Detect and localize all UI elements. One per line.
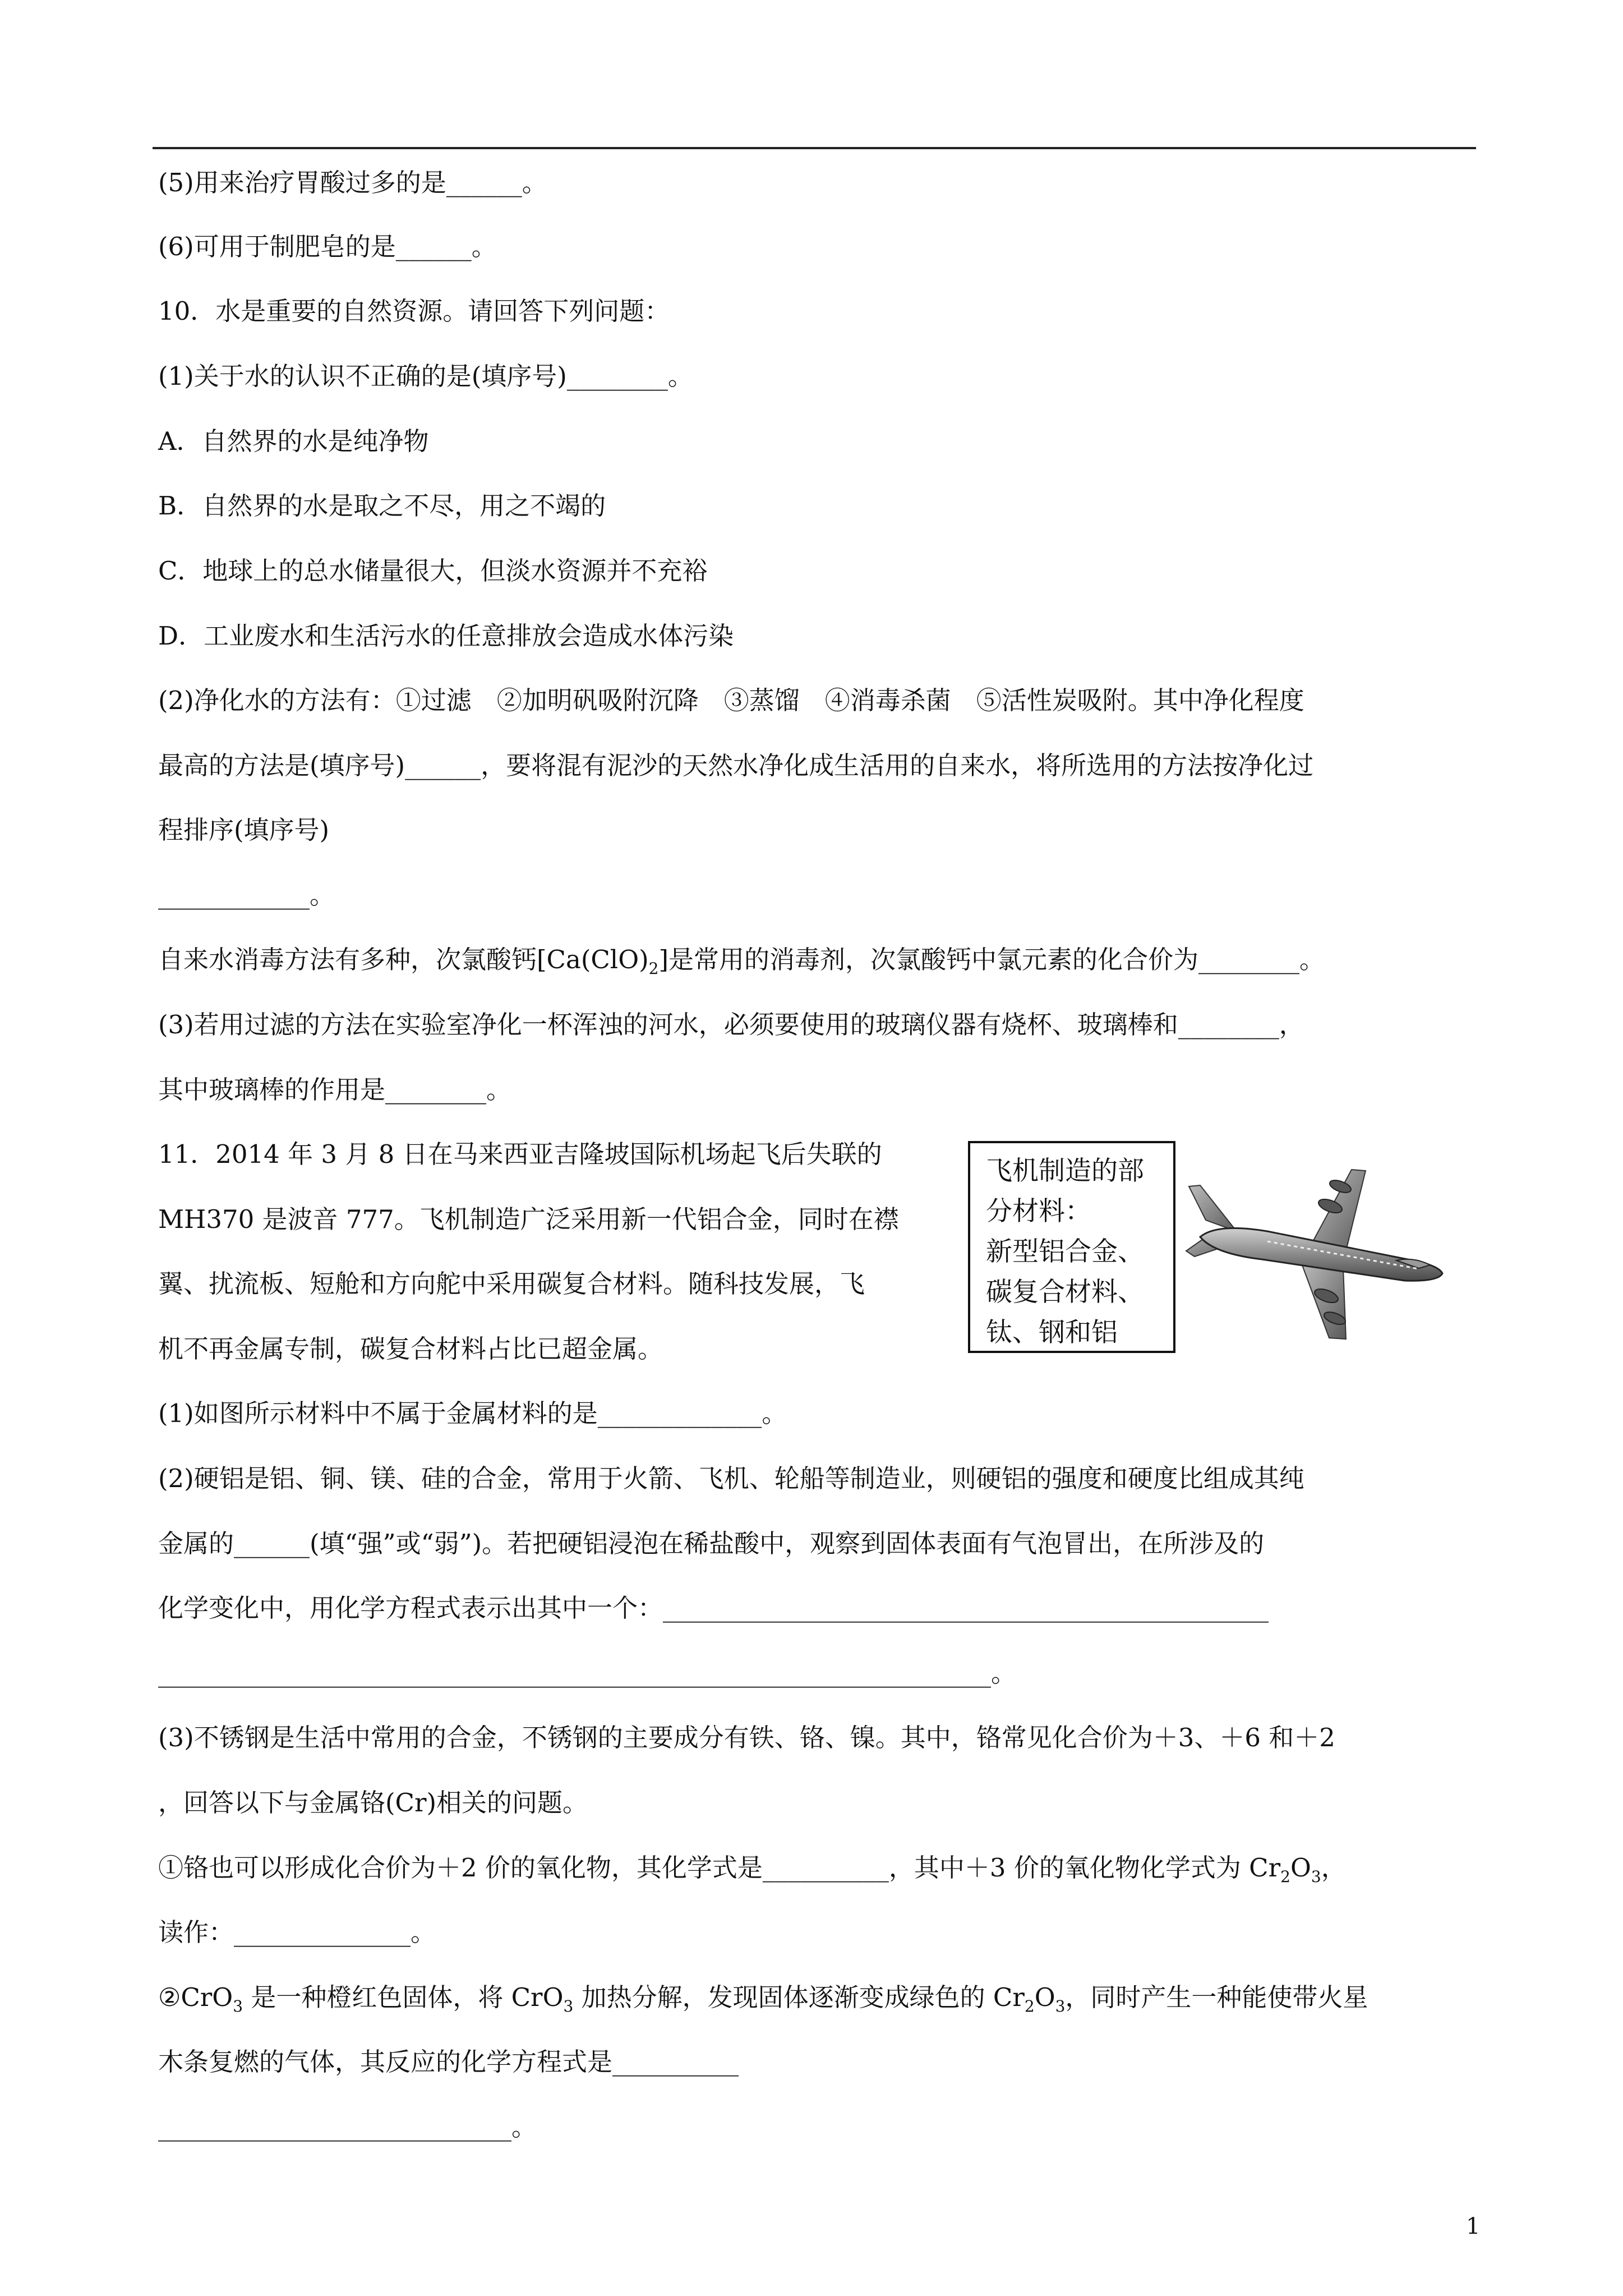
q10-option-c: C．地球上的总水储量很大，但淡水资源并不充裕 <box>158 556 708 586</box>
q11-2-line3: 化学变化中，用化学方程式表示出其中一个：________________________________________________ <box>158 1593 1269 1623</box>
sub2-text-a: ②CrO <box>158 1982 233 2012</box>
caption-line: 钛、钢和铝 <box>986 1317 1118 1348</box>
q10-3-line1: (3)若用过滤的方法在实验室净化一杯浑浊的河水，必须要使用的玻璃仪器有烧杯、玻璃棒和________， <box>158 1010 1304 1039</box>
q11-3-sub1-line1 <box>158 1851 1347 1885</box>
q11-2-line1: (2)硬铝是铝、铜、镁、硅的合金，常用于火箭、飞机、轮船等制造业，则硬铝的强度和硬度比组成其纯 <box>158 1464 1304 1493</box>
q10-option-a: A．自然界的水是纯净物 <box>158 426 429 456</box>
q10-2-line3: 程排序(填序号) <box>158 815 330 845</box>
page-number: 1 <box>1466 2214 1481 2239</box>
caption-line: 碳复合材料、 <box>986 1277 1144 1308</box>
caption-line: 飞机制造的部 <box>986 1156 1144 1186</box>
sub2-text-e: ，同时产生一种能使带火星 <box>1065 1982 1368 2012</box>
q11-3-line2: ，回答以下与金属铬(Cr)相关的问题。 <box>158 1788 588 1818</box>
sub1-text-a: ①铬也可以形成化合价为＋2 价的氧化物，其化学式是__________，其中＋3 价的氧化物化学式为 Cr <box>158 1853 1281 1883</box>
q11-3-sub2-line1 <box>158 1981 1368 2014</box>
q11-2-answer-line: __________________________________________________________________。 <box>158 1658 1017 1688</box>
sub2-text-d: O <box>1034 1982 1055 2012</box>
q10-3-line2: 其中玻璃棒的作用是________。 <box>158 1075 512 1105</box>
disinfect-text-a: 自来水消毒方法有多种，次氯酸钙[Ca(ClO) <box>158 945 649 974</box>
q11-3-sub2-line3: ____________________________。 <box>158 2112 537 2142</box>
q11-3-line1: (3)不锈钢是生活中常用的合金，不锈钢的主要成分有铁、铬、镍。其中，铬常见化合价为＋3、＋6 和＋2 <box>158 1723 1335 1752</box>
q11-stem-line1: 11．2014 年 3 月 8 日在马来西亚吉隆坡国际机场起飞后失联的 <box>158 1139 882 1169</box>
q11-stem-line3: 翼、扰流板、短舱和方向舵中采用碳复合材料。随科技发展，飞 <box>158 1269 865 1299</box>
subscript-2: 2 <box>648 959 659 978</box>
airplane-illustration <box>1183 1153 1447 1349</box>
q10-2-blank: ____________。 <box>158 880 335 910</box>
caption-line: 新型铝合金、 <box>986 1236 1144 1267</box>
sub2-text-c: 加热分解，发现固体逐渐变成绿色的 Cr <box>573 1982 1025 2012</box>
q10-disinfect <box>158 943 1325 977</box>
sub1-text-b: O <box>1290 1853 1311 1883</box>
sub1-text-c: ， <box>1321 1853 1347 1883</box>
q11-3-sub1-line2: 读作：______________。 <box>158 1917 436 1947</box>
q10-stem: 10．水是重要的自然资源。请回答下列问题： <box>158 296 670 326</box>
q11-2-line2: 金属的______(填“强”或“弱”)。若把硬铝浸泡在稀盐酸中，观察到固体表面有气泡冒出，在所涉及的 <box>158 1529 1265 1558</box>
q10-2-line1: (2)净化水的方法有：①过滤 ②加明矾吸附沉降 ③蒸馏 ④消毒杀菌 ⑤活性炭吸附。其中净化程度 <box>158 685 1304 715</box>
q11-1: (1)如图所示材料中不属于金属材料的是_____________。 <box>158 1398 787 1428</box>
subscript-2: 2 <box>1024 1997 1035 2016</box>
subscript-3: 3 <box>1055 1997 1066 2016</box>
subscript-3: 3 <box>563 1997 574 2016</box>
q11-stem-line2: MH370 是波音 777。飞机制造广泛采用新一代铝合金，同时在襟 <box>158 1204 899 1234</box>
disinfect-text-b: ]是常用的消毒剂，次氯酸钙中氯元素的化合价为________。 <box>658 945 1325 974</box>
q9-5: (5)用来治疗胃酸过多的是______。 <box>158 168 547 197</box>
q9-6: (6)可用于制肥皂的是______。 <box>158 232 497 261</box>
q11-stem-line4: 机不再金属专制，碳复合材料占比已超金属。 <box>158 1334 663 1364</box>
sub2-text-b: 是一种橙红色固体，将 CrO <box>243 1982 564 2012</box>
header-rule <box>153 147 1476 149</box>
subscript-2: 2 <box>1280 1867 1290 1886</box>
q10-2-line2: 最高的方法是(填序号)______，要将混有泥沙的天然水净化成生活用的自来水，将所选用的方法按净化过 <box>158 751 1314 780</box>
figure-caption-box <box>968 1141 1175 1353</box>
q10-option-b: B．自然界的水是取之不尽，用之不竭的 <box>158 491 606 521</box>
q10-1: (1)关于水的认识不正确的是(填序号)________。 <box>158 361 693 391</box>
caption-line: 分材料： <box>986 1196 1091 1227</box>
q10-option-d: D．工业废水和生活污水的任意排放会造成水体污染 <box>158 621 734 651</box>
subscript-3: 3 <box>1311 1867 1321 1886</box>
subscript-3: 3 <box>233 1997 243 2016</box>
q11-3-sub2-line2: 木条复燃的气体，其反应的化学方程式是__________ <box>158 2047 739 2077</box>
